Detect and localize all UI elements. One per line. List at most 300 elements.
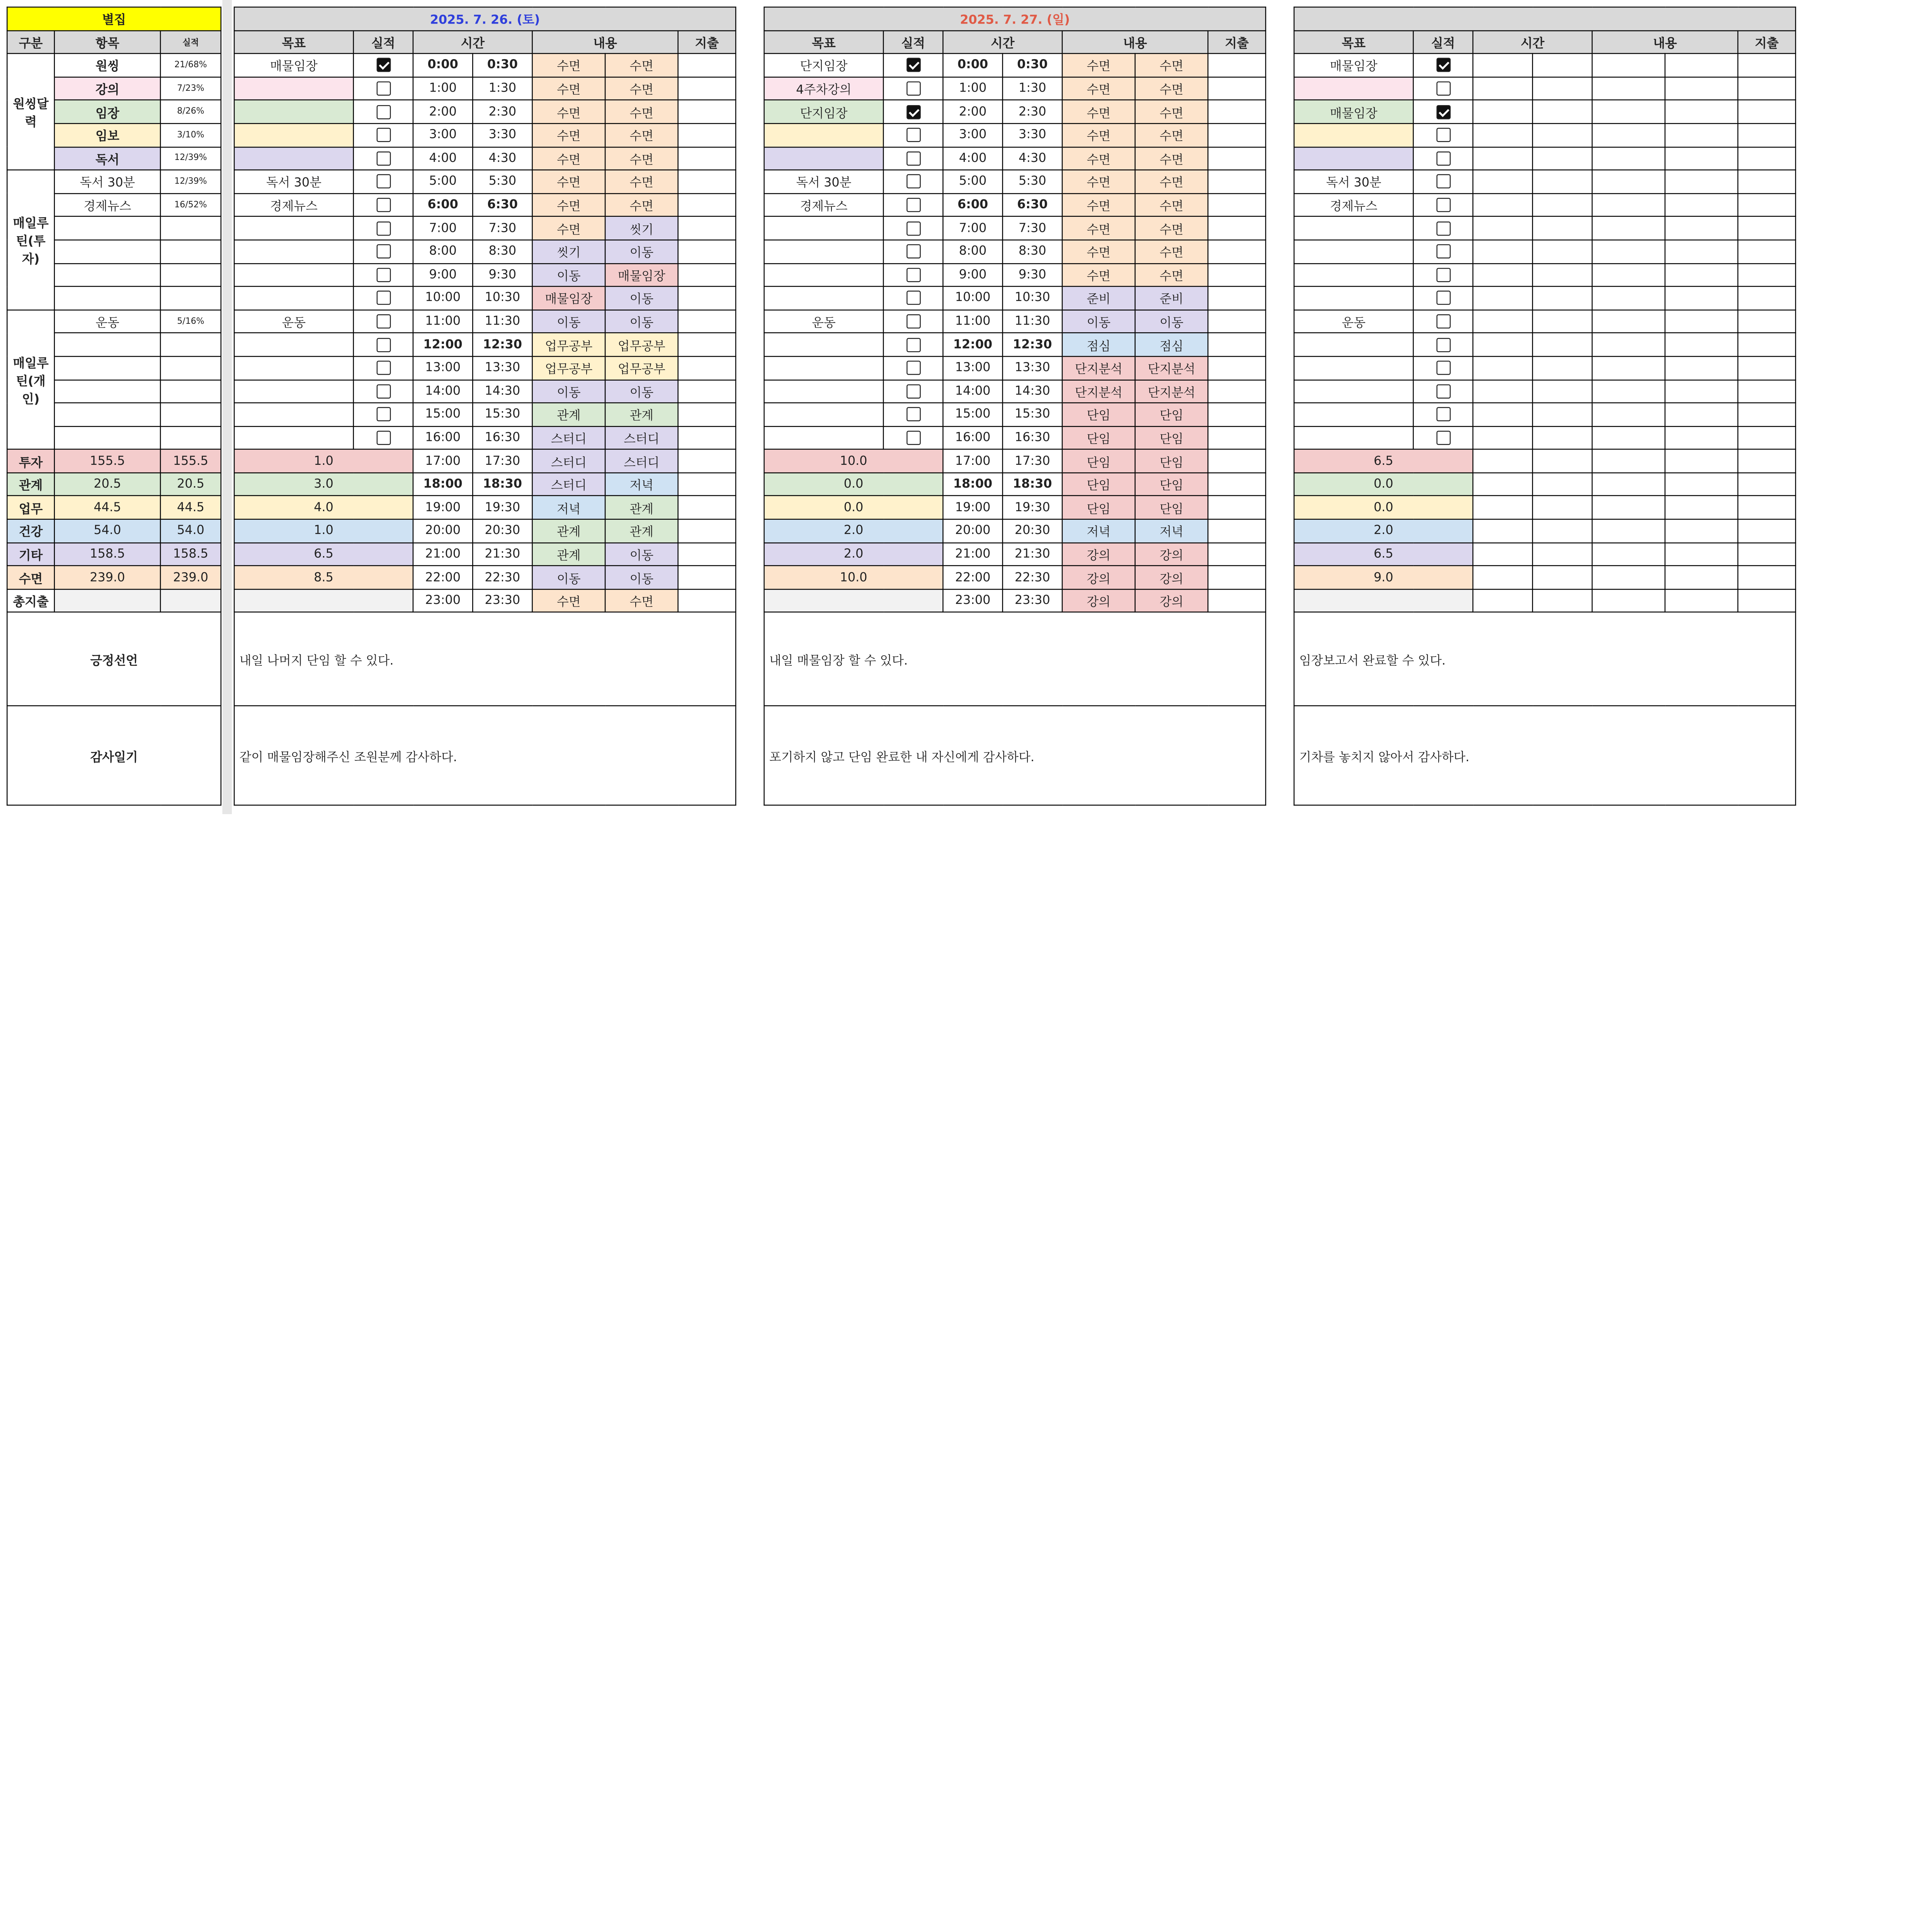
spend-cell[interactable]	[1208, 124, 1265, 147]
goal-cell	[764, 379, 884, 403]
spend-cell[interactable]	[1208, 217, 1265, 240]
time-end: 8:30	[1003, 240, 1062, 263]
spend-cell[interactable]	[1208, 333, 1265, 356]
content-cell[interactable]: 수면	[532, 147, 605, 170]
check-cell	[354, 356, 413, 379]
checkbox[interactable]	[1436, 245, 1450, 259]
header-item: 항목	[54, 31, 160, 54]
content-cell	[1592, 356, 1665, 379]
checkbox[interactable]	[906, 361, 920, 375]
content-cell[interactable]: 이동	[1135, 310, 1208, 333]
content-cell[interactable]: 이동	[605, 240, 678, 263]
content-cell[interactable]: 이동	[605, 379, 678, 403]
content-cell[interactable]: 스터디	[532, 426, 605, 449]
empty-cell	[54, 240, 160, 263]
time-header: 시간	[413, 31, 532, 54]
empty-cell	[160, 379, 221, 403]
spend-cell[interactable]	[678, 310, 736, 333]
content-cell[interactable]: 관계	[605, 403, 678, 426]
content-cell[interactable]: 수면	[1135, 124, 1208, 147]
content-cell[interactable]: 강의	[1062, 543, 1135, 566]
checkbox[interactable]	[376, 58, 390, 73]
content-cell[interactable]: 단임	[1062, 473, 1135, 496]
time-start: 11:00	[943, 310, 1002, 333]
goal-cell	[764, 147, 884, 170]
time-end: 15:30	[473, 403, 532, 426]
spend-cell[interactable]	[678, 77, 736, 100]
time-end: 21:30	[1003, 543, 1062, 566]
spend-cell	[1738, 519, 1796, 543]
content-cell[interactable]: 이동	[532, 566, 605, 589]
spend-cell[interactable]	[1208, 473, 1265, 496]
time-start: 10:00	[413, 286, 473, 310]
content-cell[interactable]: 업무공부	[605, 356, 678, 379]
time-start: 4:00	[943, 147, 1002, 170]
time-end	[1532, 263, 1592, 286]
content-cell[interactable]: 수면	[532, 193, 605, 216]
goal-cell	[1294, 240, 1413, 263]
content-cell[interactable]: 스터디	[532, 473, 605, 496]
empty-cell	[54, 356, 160, 379]
spend-cell[interactable]	[678, 473, 736, 496]
check-cell	[883, 147, 943, 170]
goal-cell: 운동	[764, 310, 884, 333]
checkbox[interactable]	[906, 128, 920, 142]
goal-cell	[234, 240, 354, 263]
content-cell[interactable]: 수면	[532, 124, 605, 147]
checkbox[interactable]	[1436, 407, 1450, 422]
gratitude-text[interactable]: 같이 매물임장해주신 조원분께 감사하다.	[234, 706, 736, 806]
content-cell[interactable]: 단임	[1135, 403, 1208, 426]
content-cell[interactable]: 단임	[1062, 496, 1135, 519]
content-cell[interactable]: 수면	[605, 77, 678, 100]
content-cell[interactable]: 이동	[532, 310, 605, 333]
time-start: 1:00	[413, 77, 473, 100]
total-spend-value	[160, 589, 221, 612]
checkbox[interactable]	[906, 268, 920, 282]
spend-cell[interactable]	[1208, 100, 1265, 123]
content-cell[interactable]: 수면	[1062, 217, 1135, 240]
time-start: 13:00	[413, 356, 473, 379]
content-cell[interactable]: 씻기	[605, 217, 678, 240]
column-gap	[1267, 0, 1292, 814]
check-cell	[1413, 286, 1473, 310]
content-cell[interactable]: 수면	[605, 589, 678, 612]
affirmation-text[interactable]: 내일 매물임장 할 수 있다.	[764, 612, 1266, 706]
time-start	[1473, 379, 1532, 403]
content-cell[interactable]: 수면	[1135, 193, 1208, 216]
checkbox[interactable]	[376, 268, 390, 282]
goal-cell: 단지임장	[764, 100, 884, 123]
spend-cell[interactable]	[678, 543, 736, 566]
spend-cell[interactable]	[1208, 147, 1265, 170]
spend-cell[interactable]	[1208, 449, 1265, 473]
content-cell[interactable]: 수면	[532, 589, 605, 612]
content-cell[interactable]: 저녁	[605, 473, 678, 496]
affirmation-text[interactable]: 내일 나머지 단임 할 수 있다.	[234, 612, 736, 706]
spend-cell[interactable]	[678, 54, 736, 77]
content-cell[interactable]: 관계	[605, 519, 678, 543]
checkbox[interactable]	[1436, 82, 1450, 96]
content-cell[interactable]: 수면	[1062, 170, 1135, 193]
content-cell[interactable]: 단임	[1062, 403, 1135, 426]
content-cell[interactable]: 준비	[1062, 286, 1135, 310]
checkbox[interactable]	[1436, 314, 1450, 328]
time-end: 22:30	[1003, 566, 1062, 589]
checkbox[interactable]	[906, 58, 920, 73]
goal-cell	[1294, 77, 1413, 100]
content-cell[interactable]: 수면	[605, 147, 678, 170]
content-cell	[1592, 217, 1665, 240]
checkbox[interactable]	[906, 221, 920, 235]
time-start: 0:00	[943, 54, 1002, 77]
checkbox[interactable]	[1436, 361, 1450, 375]
spend-cell[interactable]	[1208, 403, 1265, 426]
spend-cell[interactable]	[678, 100, 736, 123]
checkbox[interactable]	[376, 361, 390, 375]
spend-cell[interactable]	[678, 356, 736, 379]
content-cell[interactable]: 단임	[1135, 426, 1208, 449]
checkbox[interactable]	[1436, 151, 1450, 166]
category-hours: 8.5	[234, 566, 413, 589]
spend-cell[interactable]	[1208, 54, 1265, 77]
content-cell	[1665, 379, 1738, 403]
spend-cell[interactable]	[678, 519, 736, 543]
content-cell	[1592, 77, 1665, 100]
time-end: 18:30	[473, 473, 532, 496]
content-cell[interactable]: 강의	[1062, 566, 1135, 589]
spend-header: 지출	[678, 31, 736, 54]
content-cell[interactable]: 수면	[1062, 193, 1135, 216]
spend-cell[interactable]	[678, 193, 736, 216]
time-end: 13:30	[473, 356, 532, 379]
time-end: 9:30	[473, 263, 532, 286]
checkbox[interactable]	[1436, 198, 1450, 212]
spend-cell[interactable]	[1208, 77, 1265, 100]
time-start: 12:00	[413, 333, 473, 356]
gratitude-text[interactable]: 기차를 놓치지 않아서 감사하다.	[1294, 706, 1796, 806]
content-cell[interactable]: 단지분석	[1062, 356, 1135, 379]
checkbox[interactable]	[906, 384, 920, 398]
time-start	[1473, 356, 1532, 379]
content-cell[interactable]: 관계	[532, 543, 605, 566]
time-end: 0:30	[473, 54, 532, 77]
content-cell[interactable]: 단임	[1135, 496, 1208, 519]
content-header: 내용	[1592, 31, 1738, 54]
checkbox[interactable]	[906, 245, 920, 259]
content-cell[interactable]: 수면	[532, 217, 605, 240]
content-cell[interactable]: 단지분석	[1062, 379, 1135, 403]
group-label: 매일루틴(투자)	[7, 170, 54, 310]
time-start: 8:00	[943, 240, 1002, 263]
content-cell[interactable]: 이동	[1062, 310, 1135, 333]
content-cell[interactable]: 점심	[1062, 333, 1135, 356]
goal-cell: 매물임장	[1294, 100, 1413, 123]
content-cell	[1592, 379, 1665, 403]
spend-cell[interactable]	[678, 333, 736, 356]
time-end	[1532, 170, 1592, 193]
content-cell[interactable]: 수면	[1135, 77, 1208, 100]
check-cell	[354, 77, 413, 100]
category-actual: 54.0	[160, 519, 221, 543]
content-cell[interactable]: 수면	[1062, 77, 1135, 100]
checkbox[interactable]	[906, 198, 920, 212]
content-cell[interactable]: 수면	[1062, 124, 1135, 147]
spend-cell[interactable]	[678, 426, 736, 449]
checkbox[interactable]	[906, 314, 920, 328]
spend-cell[interactable]	[678, 240, 736, 263]
spend-cell[interactable]	[1208, 170, 1265, 193]
content-cell[interactable]: 단임	[1135, 449, 1208, 473]
checkbox[interactable]	[1436, 338, 1450, 352]
check-cell	[1413, 170, 1473, 193]
content-cell[interactable]: 이동	[605, 310, 678, 333]
content-cell[interactable]: 단임	[1062, 426, 1135, 449]
checkbox[interactable]	[906, 151, 920, 166]
checkbox[interactable]	[376, 384, 390, 398]
spend-cell[interactable]	[1208, 543, 1265, 566]
category-hours: 0.0	[1294, 473, 1473, 496]
content-cell[interactable]: 수면	[1062, 54, 1135, 77]
checkbox[interactable]	[906, 82, 920, 96]
spend-cell[interactable]	[1208, 310, 1265, 333]
content-cell[interactable]: 수면	[1062, 100, 1135, 123]
empty-cell	[54, 426, 160, 449]
content-cell[interactable]: 단지분석	[1135, 379, 1208, 403]
checkbox[interactable]	[906, 175, 920, 189]
content-cell[interactable]: 수면	[532, 170, 605, 193]
time-start: 11:00	[413, 310, 473, 333]
spend-cell[interactable]	[1208, 286, 1265, 310]
checkbox[interactable]	[1436, 268, 1450, 282]
content-cell[interactable]: 수면	[605, 170, 678, 193]
check-cell	[1413, 54, 1473, 77]
checkbox[interactable]	[1436, 175, 1450, 189]
checkbox[interactable]	[906, 291, 920, 305]
content-cell[interactable]: 수면	[1135, 147, 1208, 170]
checkbox[interactable]	[376, 407, 390, 422]
checkbox[interactable]	[1436, 291, 1450, 305]
spend-cell[interactable]	[1208, 193, 1265, 216]
routine-item: 운동	[54, 310, 160, 333]
content-cell[interactable]: 강의	[1062, 589, 1135, 612]
content-cell[interactable]: 수면	[1135, 100, 1208, 123]
time-end: 3:30	[473, 124, 532, 147]
content-cell	[1665, 263, 1738, 286]
content-cell[interactable]: 이동	[605, 286, 678, 310]
content-cell[interactable]: 단임	[1135, 473, 1208, 496]
checkbox[interactable]	[376, 338, 390, 352]
content-cell[interactable]: 관계	[605, 496, 678, 519]
checkbox[interactable]	[1436, 431, 1450, 445]
spend-cell[interactable]	[1208, 589, 1265, 612]
content-cell[interactable]: 수면	[1062, 147, 1135, 170]
content-cell[interactable]: 수면	[1135, 240, 1208, 263]
content-cell[interactable]: 이동	[532, 263, 605, 286]
content-cell	[1592, 426, 1665, 449]
checkbox[interactable]	[906, 338, 920, 352]
content-cell[interactable]: 수면	[1135, 217, 1208, 240]
time-end: 22:30	[473, 566, 532, 589]
content-cell[interactable]: 매물임장	[605, 263, 678, 286]
spend-cell[interactable]	[678, 496, 736, 519]
content-cell[interactable]: 점심	[1135, 333, 1208, 356]
content-cell[interactable]: 스터디	[532, 449, 605, 473]
spend-cell[interactable]	[1208, 240, 1265, 263]
content-cell[interactable]: 스터디	[605, 449, 678, 473]
spend-cell[interactable]	[678, 124, 736, 147]
content-cell[interactable]: 단임	[1062, 449, 1135, 473]
checkbox[interactable]	[376, 221, 390, 235]
spend-cell[interactable]	[1208, 263, 1265, 286]
content-cell[interactable]: 수면	[532, 54, 605, 77]
content-cell[interactable]: 저녁	[1135, 519, 1208, 543]
checkbox[interactable]	[376, 151, 390, 166]
checkbox[interactable]	[1436, 105, 1450, 119]
content-cell	[1592, 54, 1665, 77]
content-cell[interactable]: 매물임장	[532, 286, 605, 310]
check-cell	[1413, 240, 1473, 263]
spend-cell[interactable]	[678, 263, 736, 286]
content-cell[interactable]: 관계	[532, 519, 605, 543]
checkbox[interactable]	[376, 198, 390, 212]
time-end	[1532, 449, 1592, 473]
spend-cell[interactable]	[678, 217, 736, 240]
content-cell	[1592, 193, 1665, 216]
content-cell[interactable]: 수면	[605, 54, 678, 77]
affirmation-text[interactable]: 임장보고서 완료할 수 있다.	[1294, 612, 1796, 706]
checkbox[interactable]	[906, 431, 920, 445]
goal-cell	[764, 217, 884, 240]
content-cell[interactable]: 업무공부	[532, 333, 605, 356]
time-start: 6:00	[943, 193, 1002, 216]
gratitude-text[interactable]: 포기하지 않고 단임 완료한 내 자신에게 감사하다.	[764, 706, 1266, 806]
check-cell	[883, 170, 943, 193]
check-cell	[883, 263, 943, 286]
checkbox[interactable]	[906, 105, 920, 119]
time-end	[1532, 286, 1592, 310]
goal-cell	[234, 286, 354, 310]
content-cell[interactable]: 수면	[532, 100, 605, 123]
spend-cell[interactable]	[678, 403, 736, 426]
spend-cell[interactable]	[1208, 519, 1265, 543]
spend-cell[interactable]	[678, 170, 736, 193]
checkbox[interactable]	[376, 431, 390, 445]
time-start	[1473, 240, 1532, 263]
content-cell[interactable]: 스터디	[605, 426, 678, 449]
checkbox[interactable]	[1436, 58, 1450, 73]
content-cell[interactable]: 수면	[605, 124, 678, 147]
time-start: 15:00	[943, 403, 1002, 426]
goal-cell	[1294, 426, 1413, 449]
spend-cell[interactable]	[678, 449, 736, 473]
checkbox[interactable]	[376, 82, 390, 96]
content-cell[interactable]: 관계	[532, 403, 605, 426]
content-cell[interactable]: 저녁	[1062, 519, 1135, 543]
content-cell[interactable]: 수면	[1062, 240, 1135, 263]
content-cell[interactable]: 수면	[532, 77, 605, 100]
spend-cell	[1738, 286, 1796, 310]
content-cell[interactable]: 수면	[1135, 54, 1208, 77]
time-start	[1473, 124, 1532, 147]
time-end: 17:30	[473, 449, 532, 473]
onething-value: 8/26%	[160, 100, 221, 123]
time-end	[1532, 379, 1592, 403]
empty-cell	[54, 333, 160, 356]
category-total: 20.5	[54, 473, 160, 496]
checkbox[interactable]	[376, 314, 390, 328]
spend-cell[interactable]	[1208, 426, 1265, 449]
checkbox[interactable]	[376, 128, 390, 142]
spend-cell[interactable]	[1208, 356, 1265, 379]
check-cell	[354, 217, 413, 240]
check-cell	[1413, 147, 1473, 170]
check-cell	[1413, 100, 1473, 123]
time-start: 19:00	[943, 496, 1002, 519]
goal-cell	[764, 403, 884, 426]
time-end: 15:30	[1003, 403, 1062, 426]
content-cell[interactable]: 수면	[605, 193, 678, 216]
checkbox[interactable]	[906, 407, 920, 422]
goal-cell	[1294, 379, 1413, 403]
content-cell[interactable]: 이동	[605, 566, 678, 589]
content-cell[interactable]: 강의	[1135, 543, 1208, 566]
content-cell[interactable]: 업무공부	[605, 333, 678, 356]
spend-cell[interactable]	[1208, 566, 1265, 589]
checkbox[interactable]	[376, 175, 390, 189]
checkbox[interactable]	[1436, 384, 1450, 398]
checkbox[interactable]	[1436, 221, 1450, 235]
checkbox[interactable]	[376, 245, 390, 259]
content-cell[interactable]: 이동	[605, 543, 678, 566]
content-cell	[1665, 124, 1738, 147]
spend-cell[interactable]	[1208, 379, 1265, 403]
checkbox[interactable]	[376, 105, 390, 119]
spend-cell[interactable]	[1208, 496, 1265, 519]
goal-cell	[234, 403, 354, 426]
time-end: 10:30	[1003, 286, 1062, 310]
content-cell[interactable]: 단지분석	[1135, 356, 1208, 379]
content-cell[interactable]: 수면	[1135, 170, 1208, 193]
spend-cell[interactable]	[678, 286, 736, 310]
content-cell[interactable]: 수면	[605, 100, 678, 123]
actual-header: 실적	[354, 31, 413, 54]
content-cell[interactable]: 강의	[1135, 589, 1208, 612]
spend-cell[interactable]	[678, 566, 736, 589]
time-start: 18:00	[943, 473, 1002, 496]
spend-cell[interactable]	[678, 589, 736, 612]
content-cell[interactable]: 이동	[532, 379, 605, 403]
empty-cell	[160, 333, 221, 356]
checkbox[interactable]	[376, 291, 390, 305]
check-cell	[354, 124, 413, 147]
check-cell	[883, 379, 943, 403]
goal-cell	[764, 286, 884, 310]
spend-cell[interactable]	[678, 147, 736, 170]
content-cell[interactable]: 강의	[1135, 566, 1208, 589]
content-cell[interactable]: 준비	[1135, 286, 1208, 310]
content-cell[interactable]: 씻기	[532, 240, 605, 263]
content-cell[interactable]: 저녁	[532, 496, 605, 519]
content-cell[interactable]: 수면	[1135, 263, 1208, 286]
spend-cell[interactable]	[678, 379, 736, 403]
time-end: 5:30	[473, 170, 532, 193]
spend-cell	[1738, 379, 1796, 403]
time-end: 1:30	[473, 77, 532, 100]
checkbox[interactable]	[1436, 128, 1450, 142]
content-cell[interactable]: 수면	[1062, 263, 1135, 286]
content-cell[interactable]: 업무공부	[532, 356, 605, 379]
